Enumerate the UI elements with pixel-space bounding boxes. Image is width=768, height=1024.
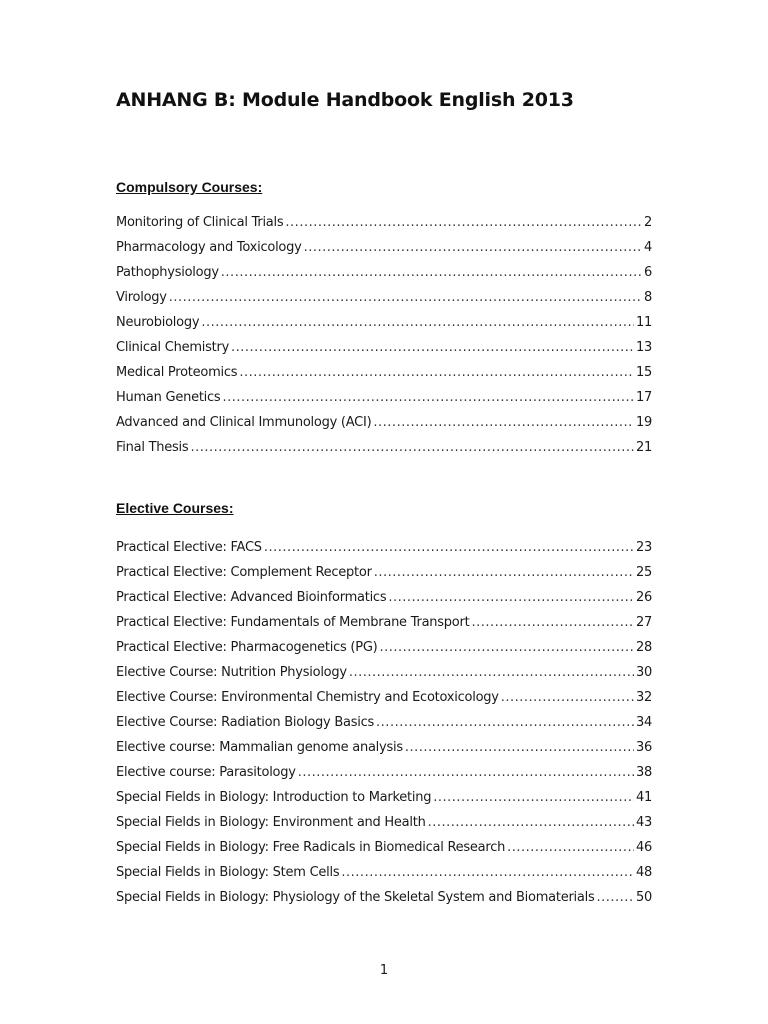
toc-entry[interactable] (116, 615, 652, 640)
toc-entry-title: Medical Proteomics (116, 365, 238, 380)
toc-entry-page-number: 34 (635, 715, 652, 730)
toc-entry-title: Practical Elective: FACS (116, 540, 262, 555)
toc-entry-page-number: 43 (635, 815, 652, 830)
toc-entry-title: Special Fields in Biology: Physiology of the Skeletal System and Biomaterials (116, 890, 595, 905)
toc-entry-page-number: 26 (635, 590, 652, 605)
toc-dot-leader (388, 590, 634, 605)
toc-entry-title: Pharmacology and Toxicology (116, 240, 302, 255)
toc-entry[interactable] (116, 665, 652, 690)
toc-entry[interactable] (116, 640, 652, 665)
toc-dot-leader (428, 815, 634, 830)
toc-entry-page-number: 2 (643, 215, 652, 230)
toc-entry-title: Special Fields in Biology: Free Radicals in Biomedical Research (116, 840, 506, 855)
toc-dot-leader (507, 840, 634, 855)
toc-entry[interactable] (116, 890, 652, 915)
toc-entry-title: Virology (116, 290, 167, 305)
toc-entry[interactable] (116, 540, 652, 565)
toc-entry-page-number: 48 (635, 865, 652, 880)
toc-entry-page-number: 30 (635, 665, 652, 680)
page-number: 1 (379, 963, 389, 978)
document-title: ANHANG B: Module Handbook English 2013 (116, 89, 574, 111)
toc-dot-leader (201, 315, 634, 330)
toc-entry-title: Neurobiology (116, 315, 200, 330)
toc-entry-page-number: 32 (635, 690, 652, 705)
toc-dot-leader (433, 790, 634, 805)
toc-entry-page-number: 25 (635, 565, 652, 580)
compulsory-courses-heading: Compulsory Courses: (116, 179, 263, 195)
toc-entry-page-number: 46 (635, 840, 652, 855)
toc-dot-leader (304, 240, 642, 255)
toc-dot-leader (264, 540, 634, 555)
toc-entry[interactable] (116, 865, 652, 890)
toc-entry-title: Elective Course: Environmental Chemistry and Ecotoxicology (116, 690, 499, 705)
toc-entry-page-number: 4 (643, 240, 652, 255)
toc-entry[interactable] (116, 365, 652, 390)
toc-entry-title: Human Genetics (116, 390, 221, 405)
toc-dot-leader (471, 615, 634, 630)
toc-entry[interactable] (116, 740, 652, 765)
toc-dot-leader (239, 365, 634, 380)
elective-courses-list (116, 540, 652, 915)
toc-entry[interactable] (116, 415, 652, 440)
toc-entry[interactable] (116, 290, 652, 315)
toc-dot-leader (190, 440, 634, 455)
toc-entry-title: Elective Course: Nutrition Physiology (116, 665, 347, 680)
toc-entry[interactable] (116, 390, 652, 415)
toc-entry[interactable] (116, 265, 652, 290)
toc-entry[interactable] (116, 565, 652, 590)
toc-entry-title: Practical Elective: Complement Receptor (116, 565, 372, 580)
toc-entry[interactable] (116, 590, 652, 615)
toc-dot-leader (231, 340, 634, 355)
toc-entry-page-number: 6 (643, 265, 652, 280)
toc-dot-leader (597, 890, 634, 905)
toc-entry-title: Special Fields in Biology: Introduction to Marketing (116, 790, 432, 805)
toc-dot-leader (376, 715, 634, 730)
toc-entry[interactable] (116, 340, 652, 365)
toc-dot-leader (221, 265, 642, 280)
elective-courses-heading: Elective Courses: (116, 500, 234, 516)
toc-entry-page-number: 36 (635, 740, 652, 755)
toc-entry-page-number: 21 (635, 440, 652, 455)
toc-entry[interactable] (116, 815, 652, 840)
toc-entry-title: Pathophysiology (116, 265, 219, 280)
toc-entry-title: Final Thesis (116, 440, 189, 455)
toc-entry[interactable] (116, 240, 652, 265)
toc-entry-page-number: 41 (635, 790, 652, 805)
toc-entry-page-number: 13 (635, 340, 652, 355)
toc-dot-leader (379, 640, 633, 655)
toc-dot-leader (285, 215, 642, 230)
toc-entry-page-number: 8 (643, 290, 652, 305)
toc-entry-title: Monitoring of Clinical Trials (116, 215, 284, 230)
toc-entry-title: Special Fields in Biology: Stem Cells (116, 865, 340, 880)
toc-dot-leader (373, 415, 634, 430)
toc-dot-leader (501, 690, 634, 705)
toc-entry-page-number: 19 (635, 415, 652, 430)
toc-dot-leader (298, 765, 634, 780)
toc-entry-title: Elective course: Mammalian genome analysis (116, 740, 403, 755)
toc-entry[interactable] (116, 690, 652, 715)
toc-entry-title: Practical Elective: Advanced Bioinformatics (116, 590, 387, 605)
toc-dot-leader (222, 390, 633, 405)
toc-dot-leader (374, 565, 634, 580)
toc-entry-page-number: 17 (635, 390, 652, 405)
toc-entry[interactable] (116, 790, 652, 815)
toc-entry[interactable] (116, 440, 652, 465)
toc-entry-title: Advanced and Clinical Immunology (ACI) (116, 415, 372, 430)
toc-entry-page-number: 50 (635, 890, 652, 905)
toc-entry-title: Practical Elective: Fundamentals of Membrane Transport (116, 615, 470, 630)
toc-entry-page-number: 23 (635, 540, 652, 555)
toc-entry[interactable] (116, 840, 652, 865)
toc-entry[interactable] (116, 315, 652, 340)
toc-entry-title: Special Fields in Biology: Environment and Health (116, 815, 426, 830)
toc-entry-page-number: 15 (635, 365, 652, 380)
toc-entry-title: Elective Course: Radiation Biology Basics (116, 715, 375, 730)
toc-dot-leader (169, 290, 642, 305)
toc-entry-page-number: 11 (635, 315, 652, 330)
toc-entry-title: Elective course: Parasitology (116, 765, 296, 780)
toc-dot-leader (349, 665, 634, 680)
toc-entry-title: Practical Elective: Pharmacogenetics (PG) (116, 640, 378, 655)
toc-entry[interactable] (116, 715, 652, 740)
toc-entry-page-number: 38 (635, 765, 652, 780)
toc-entry-page-number: 27 (635, 615, 652, 630)
toc-entry[interactable] (116, 215, 652, 240)
toc-dot-leader (405, 740, 634, 755)
toc-entry-page-number: 28 (635, 640, 652, 655)
toc-dot-leader (341, 865, 634, 880)
toc-entry-title: Clinical Chemistry (116, 340, 230, 355)
compulsory-courses-list (116, 215, 652, 465)
toc-entry[interactable] (116, 765, 652, 790)
